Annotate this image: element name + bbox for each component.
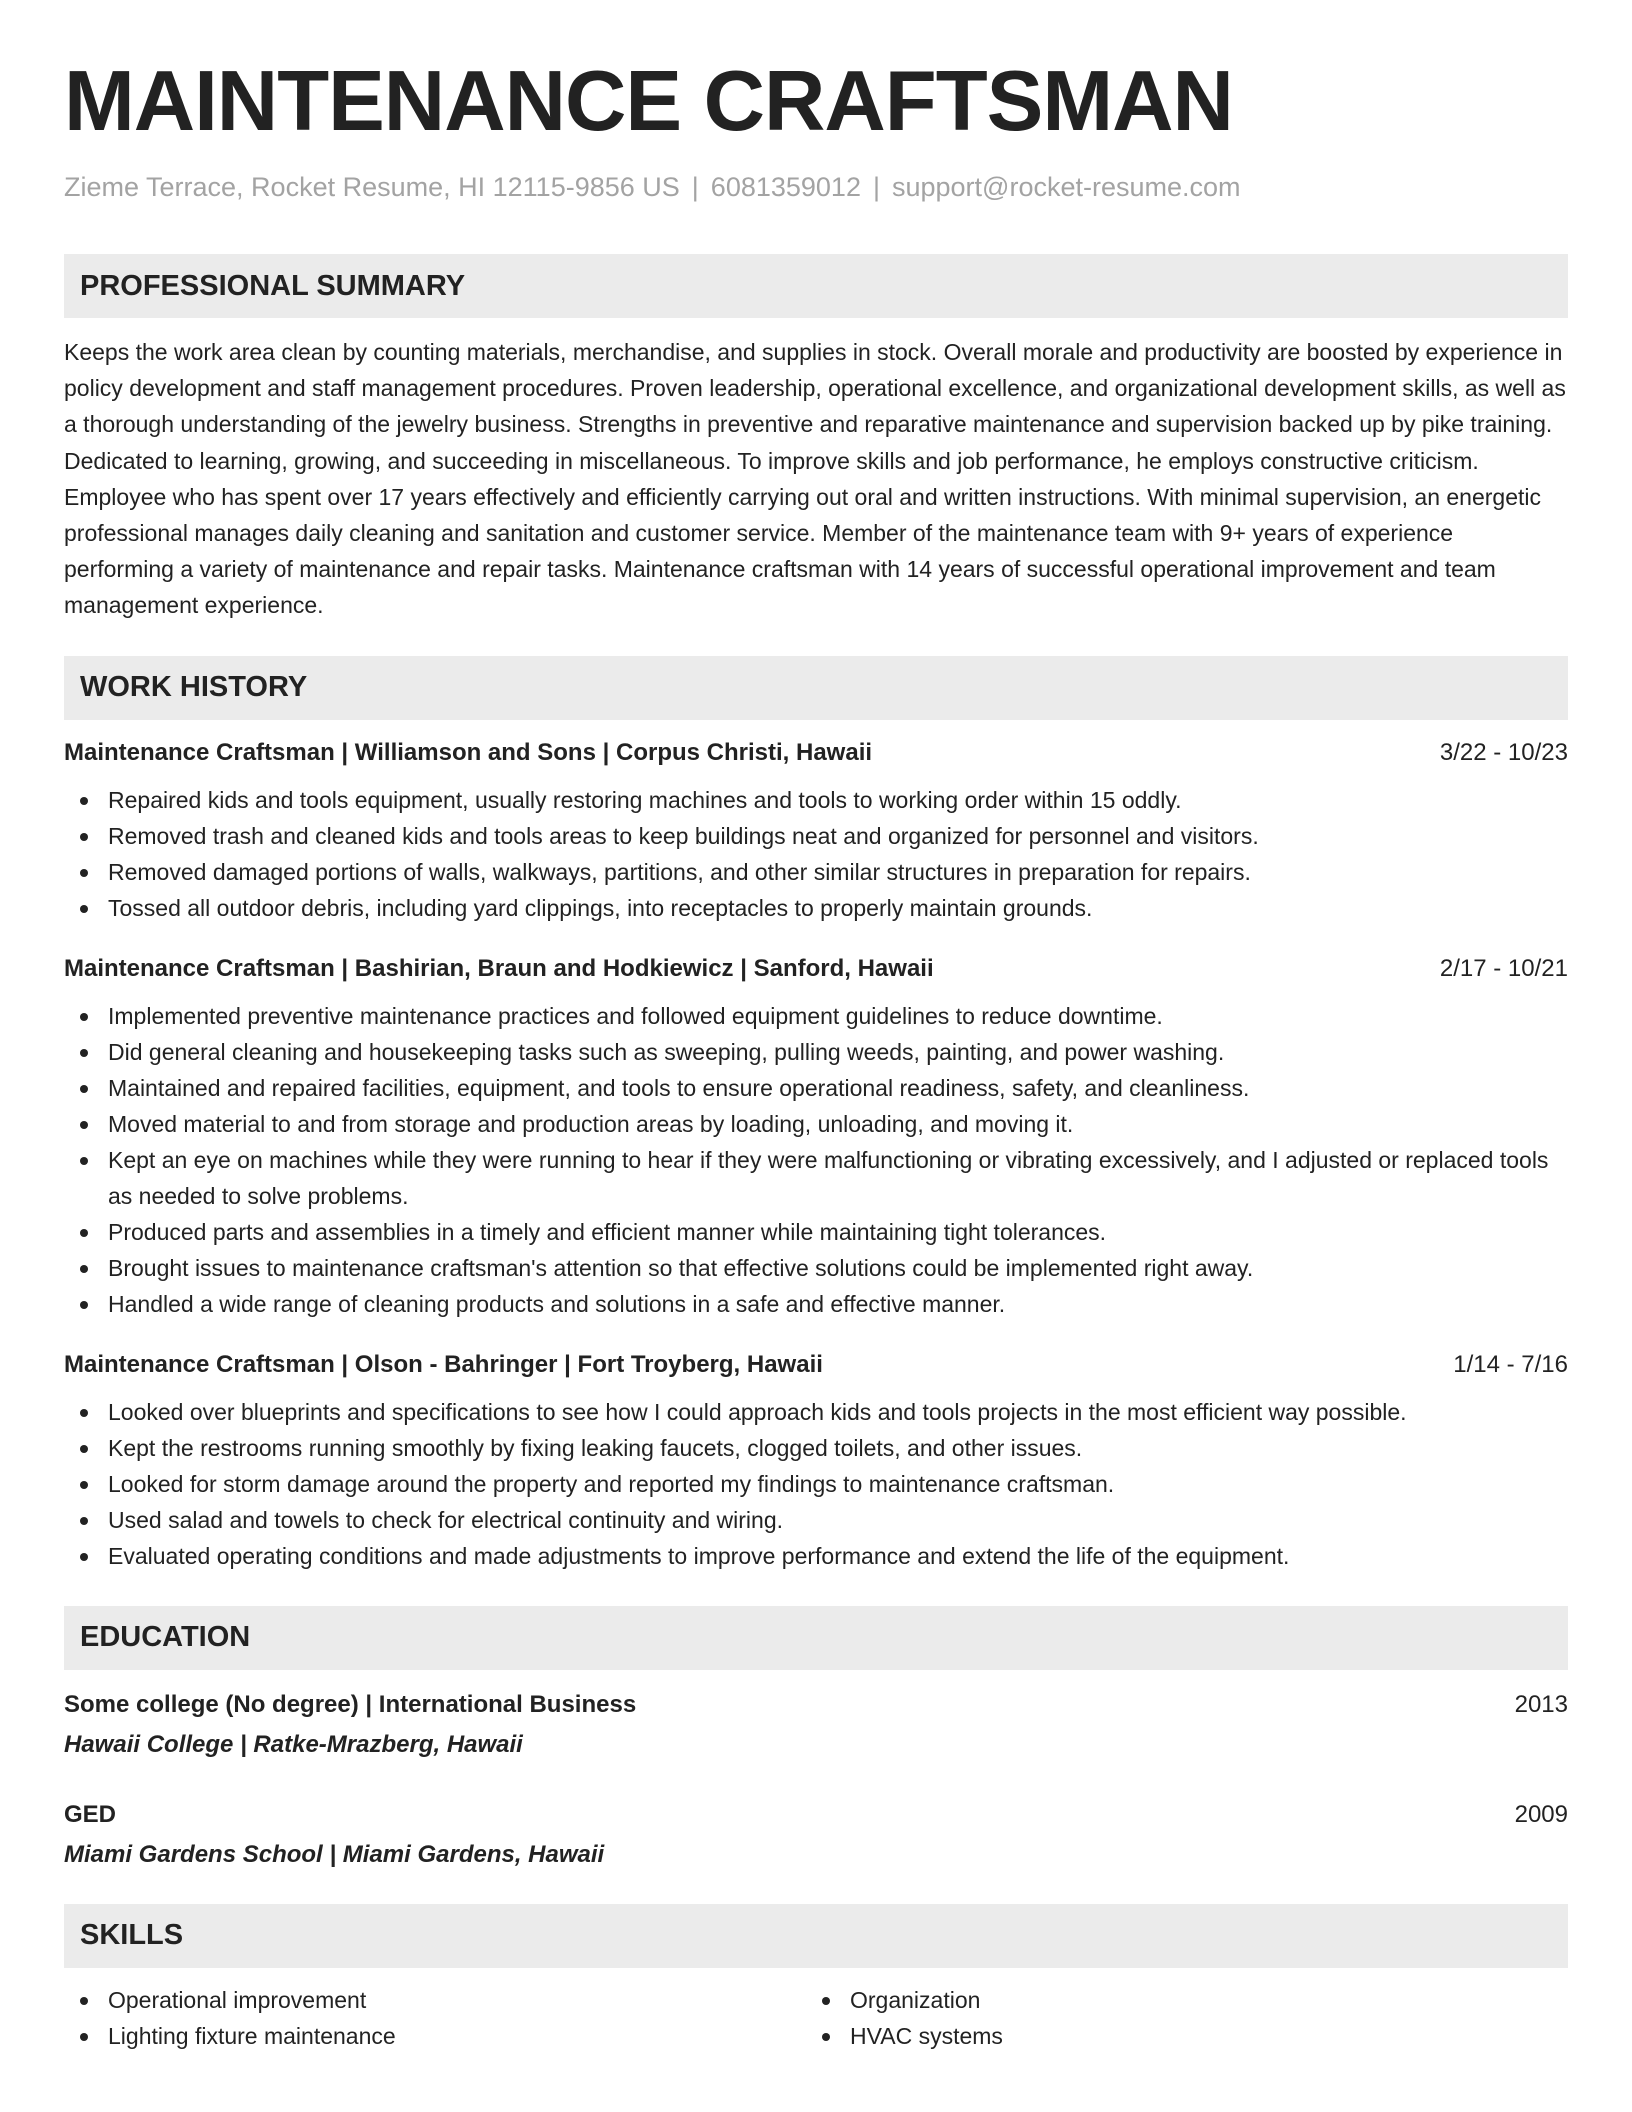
bullet-text: Brought issues to maintenance craftsman's attention so that effective solutions could be implemented right away. (108, 1254, 1254, 1281)
bullet-text: Looked for storm damage around the property and reported my findings to maintenance craftsman. (108, 1470, 1115, 1497)
list-item (64, 854, 1568, 890)
contact-email: support@rocket-resume.com (891, 172, 1241, 202)
bullet-text: Tossed all outdoor debris, including yard clippings, into receptacles to properly maintain grounds. (108, 894, 1093, 921)
bullet-text: Moved material to and from storage and production areas by loading, unloading, and moving it. (108, 1110, 1074, 1137)
bullet-icon (80, 1517, 88, 1525)
list-item (64, 1502, 1568, 1538)
bullet-icon (80, 1445, 88, 1453)
list-item (64, 1466, 1568, 1502)
bullet-text: Handled a wide range of cleaning products and solutions in a safe and effective manner. (108, 1290, 1006, 1317)
skill-text: Organization (850, 1986, 981, 2013)
education-year: 2013 (1514, 1690, 1568, 1718)
job-dates: 1/14 - 7/16 (1453, 1350, 1568, 1378)
list-item (64, 1070, 1568, 1106)
bullet-icon (80, 1013, 88, 1021)
education-school: Hawaii College | Ratke-Mrazberg, Hawaii (64, 1730, 523, 1758)
bullet-icon (80, 1409, 88, 1417)
bullet-icon (80, 1553, 88, 1561)
education-entry (64, 1690, 1568, 1760)
skills-column-left (64, 1982, 806, 2054)
bullet-icon (80, 1157, 88, 1165)
bullet-text: Looked over blueprints and specifications to see how I could approach kids and tools projects in the most efficient way possible. (108, 1398, 1407, 1425)
bullet-icon (80, 1049, 88, 1057)
contact-separator: | (872, 172, 880, 202)
education-year: 2009 (1514, 1800, 1568, 1828)
skill-text: Lighting fixture maintenance (108, 2022, 396, 2049)
bullet-icon (80, 905, 88, 913)
list-item (806, 2018, 1548, 2054)
education-title: Some college (No degree) | International Business (64, 1690, 637, 1718)
list-item (64, 1142, 1568, 1214)
bullet-icon (822, 2033, 830, 2041)
education-school: Miami Gardens School | Miami Gardens, Hawaii (64, 1840, 605, 1868)
bullet-text: Used salad and towels to check for electrical continuity and wiring. (108, 1506, 784, 1533)
bullet-icon (80, 797, 88, 805)
section-header-education: EDUCATION (64, 1606, 1568, 1670)
bullet-text: Maintained and repaired facilities, equipment, and tools to ensure operational readiness, safety, and cleanliness. (108, 1074, 1250, 1101)
bullet-text: Did general cleaning and housekeeping tasks such as sweeping, pulling weeds, painting, and power washing. (108, 1038, 1225, 1065)
bullet-icon (80, 1301, 88, 1309)
job-entry (64, 1350, 1568, 1574)
list-item (64, 1106, 1568, 1142)
list-item (64, 818, 1568, 854)
skill-text: HVAC systems (850, 2022, 1003, 2049)
contact-separator: | (691, 172, 699, 202)
skills-list (64, 1982, 1568, 2054)
education-entry (64, 1800, 1568, 1870)
job-duties (64, 998, 1568, 1322)
bullet-text: Kept the restrooms running smoothly by fixing leaking faucets, clogged toilets, and other issues. (108, 1434, 1083, 1461)
bullet-icon (822, 1997, 830, 2005)
education-title: GED (64, 1800, 117, 1828)
job-title: Maintenance Craftsman | Bashirian, Braun and Hodkiewicz | Sanford, Hawaii (64, 954, 934, 982)
list-item (64, 782, 1568, 818)
section-header-skills: SKILLS (64, 1904, 1568, 1968)
job-duties (64, 782, 1568, 926)
job-title: Maintenance Craftsman | Olson - Bahringer | Fort Troyberg, Hawaii (64, 1350, 823, 1378)
bullet-icon (80, 1229, 88, 1237)
contact-address: Zieme Terrace, Rocket Resume, HI 12115-9856 US (64, 172, 680, 202)
list-item (64, 1430, 1568, 1466)
bullet-icon (80, 1121, 88, 1129)
list-item (64, 2018, 806, 2054)
skills-column-right (806, 1982, 1548, 2054)
list-item (64, 1214, 1568, 1250)
bullet-icon (80, 833, 88, 841)
contact-line (64, 170, 1568, 204)
list-item (64, 1286, 1568, 1322)
list-item (64, 1394, 1568, 1430)
bullet-text: Evaluated operating conditions and made adjustments to improve performance and extend the life of the equipment. (108, 1542, 1290, 1569)
list-item (64, 1982, 806, 2018)
list-item (64, 1034, 1568, 1070)
bullet-icon (80, 1265, 88, 1273)
job-duties (64, 1394, 1568, 1574)
bullet-icon (80, 869, 88, 877)
job-entry (64, 738, 1568, 926)
job-dates: 3/22 - 10/23 (1439, 738, 1568, 766)
bullet-text: Repaired kids and tools equipment, usually restoring machines and tools to working order within 15 oddly. (108, 786, 1182, 813)
contact-phone: 6081359012 (710, 172, 861, 202)
bullet-icon (80, 1481, 88, 1489)
section-header-work-history: WORK HISTORY (64, 656, 1568, 720)
job-dates: 2/17 - 10/21 (1439, 954, 1568, 982)
bullet-text: Removed trash and cleaned kids and tools areas to keep buildings neat and organized for personnel and visitors. (108, 822, 1259, 849)
bullet-text: Produced parts and assemblies in a timely and efficient manner while maintaining tight tolerances. (108, 1218, 1107, 1245)
bullet-text: Removed damaged portions of walls, walkways, partitions, and other similar structures in preparation for repairs. (108, 858, 1251, 885)
list-item (64, 1250, 1568, 1286)
bullet-text: Implemented preventive maintenance practices and followed equipment guidelines to reduce downtime. (108, 1002, 1163, 1029)
job-title: Maintenance Craftsman | Williamson and Sons | Corpus Christi, Hawaii (64, 738, 873, 766)
bullet-icon (80, 1997, 88, 2005)
skill-text: Operational improvement (108, 1986, 367, 2013)
job-entry (64, 954, 1568, 1322)
summary-text: Keeps the work area clean by counting materials, merchandise, and supplies in stock. Overall morale and productivity are boosted by experience in policy development and staff management procedures. Proven leadership, operational excellence, and organizational development skills, as well as a thorough understanding of the jewelry business. Strengths in preventive and reparative maintenance and supervision backed up by pike training. Dedicated to learning, growing, and succeeding in miscellaneous. To improve skills and job performance, he employs constructive criticism. Employee who has spent over 17 years effectively and efficiently carrying out oral and written instructions. With minimal supervision, an energetic professional manages daily cleaning and sanitation and customer service. Member of the maintenance team with 9+ years of experience performing a variety of maintenance and repair tasks. Maintenance craftsman with 14 years of successful operational improvement and team management experience. (64, 339, 1566, 619)
bullet-icon (80, 2033, 88, 2041)
section-header-summary: PROFESSIONAL SUMMARY (64, 254, 1568, 318)
list-item (64, 1538, 1568, 1574)
list-item (64, 890, 1568, 926)
bullet-text: Kept an eye on machines while they were running to hear if they were malfunctioning or vibrating excessively, and I adjusted or replaced tools as needed to solve problems. (108, 1146, 1549, 1209)
list-item (806, 1982, 1548, 2018)
bullet-icon (80, 1085, 88, 1093)
candidate-name: MAINTENANCE CRAFTSMAN (64, 54, 1233, 149)
list-item (64, 998, 1568, 1034)
